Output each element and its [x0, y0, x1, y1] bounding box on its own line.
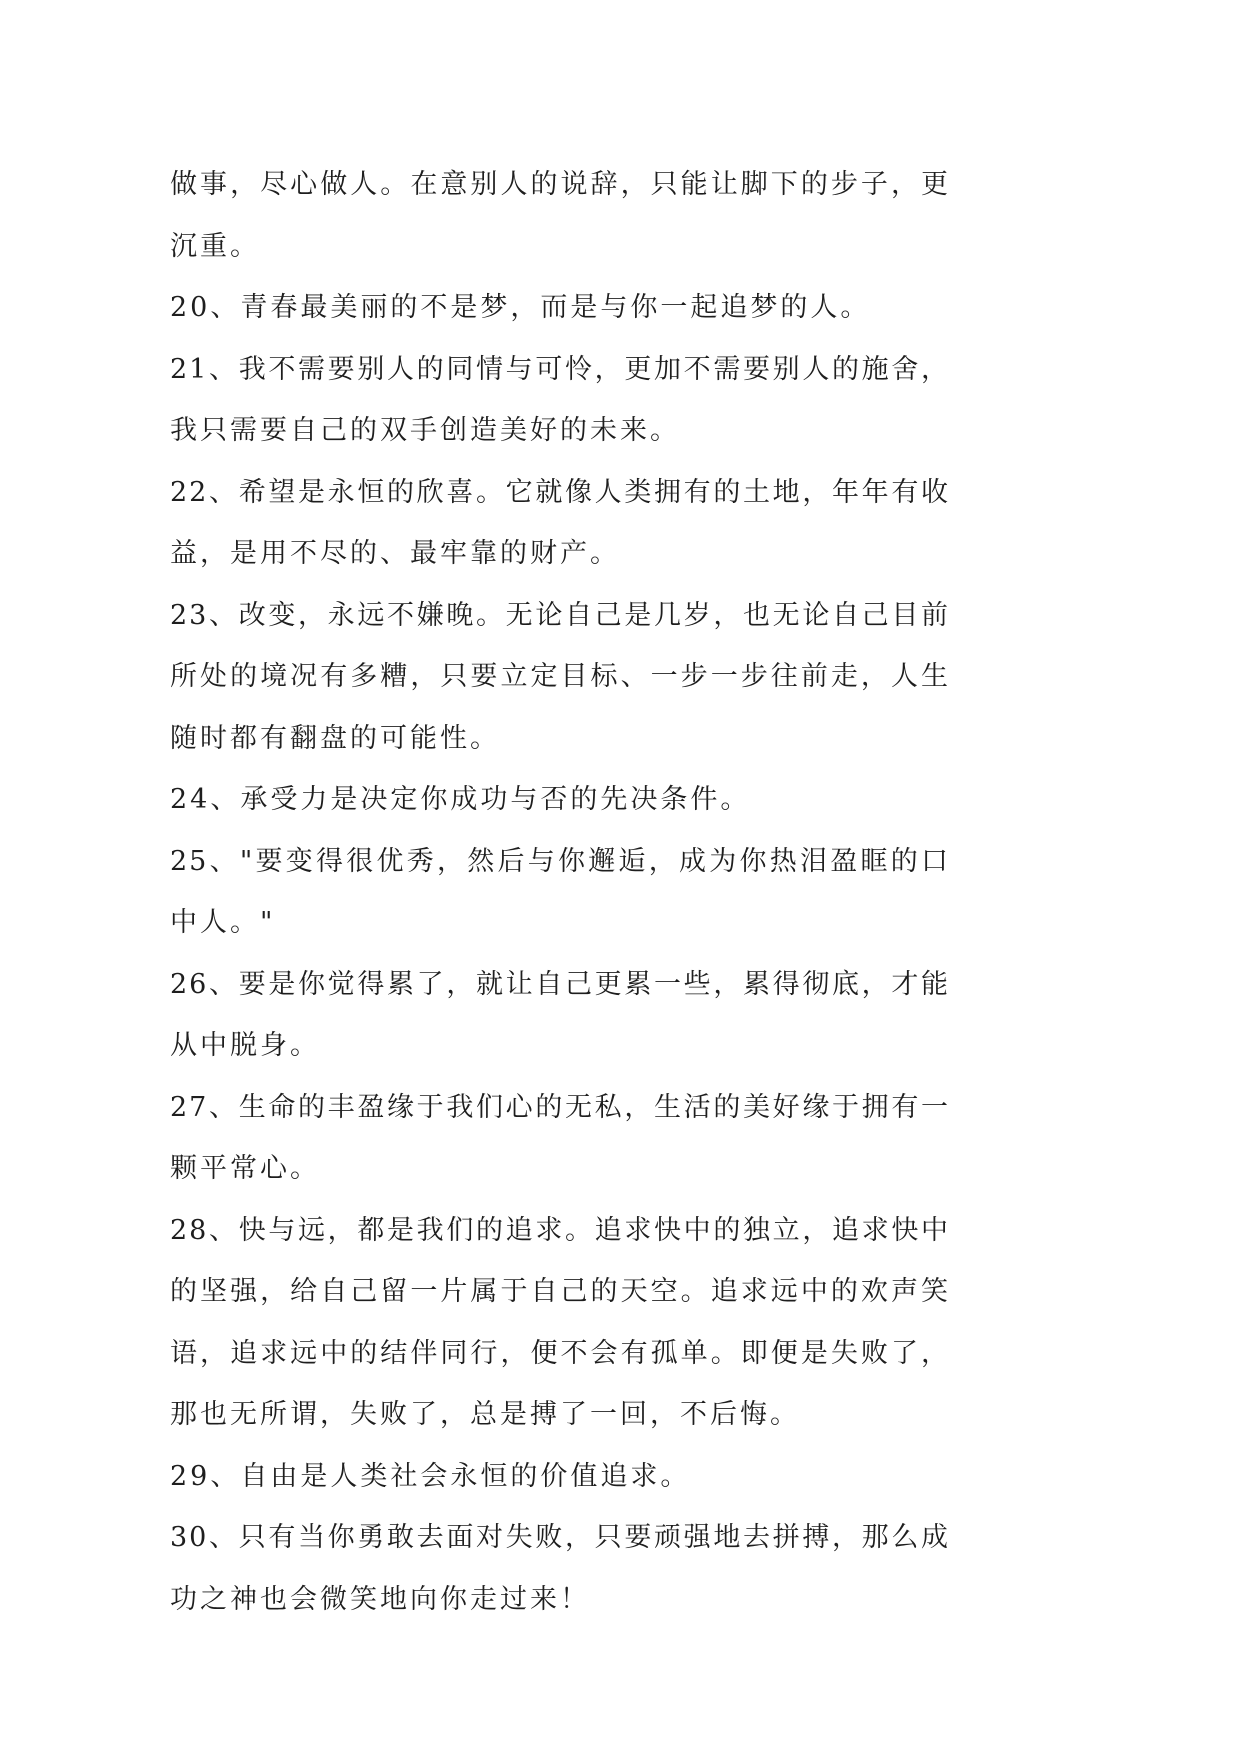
document-body	[170, 154, 960, 1630]
text-line: 中人。"	[170, 907, 276, 938]
text-line: 30、只有当你勇敢去面对失败，只要顽强地去拼搏，那么成	[170, 1522, 950, 1553]
paragraph-item-22	[170, 462, 960, 585]
text-line: 从中脱身。	[170, 1030, 320, 1061]
text-line: 颗平常心。	[170, 1153, 320, 1184]
text-line: 24、承受力是决定你成功与否的先决条件。	[170, 784, 751, 815]
text-line: 语，追求远中的结伴同行，便不会有孤单。即便是失败了，	[170, 1337, 950, 1369]
text-line: 28、快与远，都是我们的追求。追求快中的独立，追求快中	[170, 1214, 950, 1246]
paragraph-item-25	[170, 831, 960, 954]
paragraph-item-26	[170, 954, 960, 1077]
text-line: 沉重。	[170, 230, 260, 262]
text-line: 26、要是你觉得累了，就让自己更累一些，累得彻底，才能	[170, 968, 950, 1000]
text-line: 20、青春最美丽的不是梦，而是与你一起追梦的人。	[170, 292, 871, 323]
paragraph-item-21	[170, 339, 960, 462]
text-line: 所处的境况有多糟，只要立定目标、一步一步往前走，人生	[170, 661, 950, 692]
paragraph-item-29	[170, 1446, 960, 1508]
paragraph-item-20	[170, 277, 960, 339]
text-line: 29、自由是人类社会永恒的价值追求。	[170, 1460, 691, 1492]
text-line: 做事，尽心做人。在意别人的说辞，只能让脚下的步子，更	[170, 169, 950, 200]
text-line: 随时都有翻盘的可能性。	[170, 722, 500, 754]
text-line: 我只需要自己的双手创造美好的未来。	[170, 415, 680, 446]
text-line: 25、"要变得很优秀，然后与你邂逅，成为你热泪盈眶的口	[170, 845, 950, 877]
paragraph-item-27	[170, 1077, 960, 1200]
text-line: 那也无所谓，失败了，总是搏了一回，不后悔。	[170, 1399, 800, 1430]
paragraph-item-30	[170, 1507, 960, 1630]
paragraph-continued-19	[170, 154, 960, 277]
text-line: 功之神也会微笑地向你走过来！	[170, 1583, 590, 1615]
text-line: 27、生命的丰盈缘于我们心的无私，生活的美好缘于拥有一	[170, 1091, 950, 1123]
paragraph-item-23	[170, 585, 960, 770]
text-line: 22、希望是永恒的欣喜。它就像人类拥有的土地，年年有收	[170, 476, 950, 508]
text-line: 21、我不需要别人的同情与可怜，更加不需要别人的施舍，	[170, 353, 950, 385]
paragraph-item-28	[170, 1200, 960, 1446]
text-line: 23、改变，永远不嫌晚。无论自己是几岁，也无论自己目前	[170, 599, 950, 631]
text-line: 益，是用不尽的、最牢靠的财产。	[170, 538, 620, 569]
paragraph-item-24	[170, 769, 960, 831]
text-line: 的坚强，给自己留一片属于自己的天空。追求远中的欢声笑	[170, 1276, 950, 1307]
